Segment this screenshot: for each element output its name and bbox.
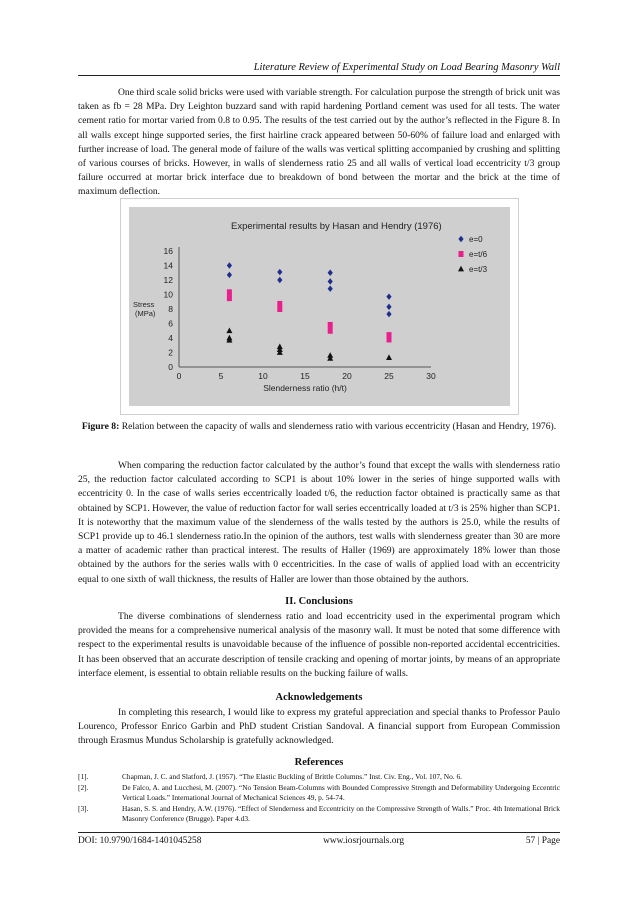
y-axis-label: Stress (MPa) [133,300,156,318]
reference-number: [1]. [78,772,89,781]
paragraph-comparison [78,459,560,587]
paragraph-intro [78,86,560,200]
reference-item [78,804,560,825]
data-point-square [227,289,232,295]
reference-list [78,772,560,825]
figure-caption [78,420,560,433]
y-tick-label: 10 [163,289,173,300]
section-title-references: References [294,757,344,768]
reference-number: [3]. [78,803,89,813]
reference-text: Hasan, S. S. and Hendry, A.W. (1976). “Effect of Slenderness and Eccentricity on the Compressive Strength of Walls.” Proc. 4th International Brick Masonry Conference (Brugge). Paper 4.d3. [122,803,560,824]
x-tick-label: 25 [384,371,394,381]
x-tick-label: 30 [426,371,436,381]
y-tick-label: 2 [168,347,173,358]
paragraph-acknowledgements [78,706,560,749]
x-tick-label: 0 [176,371,182,381]
y-tick-label: 8 [168,304,173,314]
scatter-chart [121,199,518,414]
figure-8-chart [120,198,519,415]
x-tick-label: 5 [218,371,224,381]
section-title-conclusions: II. Conclusions [285,596,353,607]
y-tick-label: 0 [168,362,173,372]
paragraph-acknowledgements-text: In completing this research, I would like to express my grateful appreciation and special thanks to Professor Paulo Lourenco, Professor Enrico Garbin and PhD student Cristian Sandoval. A financial support from European Commission through Erasmus Mundus Scholarship is gratefully acknowledged. [78,707,560,747]
paragraph-conclusions [78,610,560,681]
y-tick-label: 14 [163,260,173,271]
data-point-square [387,336,392,342]
y-tick-label: 4 [168,333,173,343]
y-tick-label: 6 [168,318,173,329]
reference-text: De Falco, A. and Lucchesi, M. (2007). “No Tension Beam-Columns with Bounded Compressive Strength and Deformability Undergoing Eccentric Vertical Loads.” International Journal of Mechanical Sciences 49, p. 54-74. [122,782,560,803]
footer-page-number: 57 | Page [525,836,560,846]
paragraph-intro-text: One third scale solid bricks were used with variable strength. For calculation purpose the strength of brick unit was taken as fb = 28 MPa. Dry Leighton buzzard sand with rapid hardening Portland cement was used for all tests. The water cement ratio for mortar varied from 0.8 to 0.95. The results of the test carried out by the author’s reflected in the Figure 8. In all walls except hinge supported series, the first hairline crack appeared between 50-60% of failure load and enlarged with further increase of load. The general mode of failure of the walls was vertical splitting accompanied by crushing and splitting of various courses of bricks. However, in walls of slenderness ratio 25 and all walls of vertical load eccentricity t/3 group failure occurred at mortar brick interface due to breakdown of bond between the mortar and the brick at the time of maximum deflection. [78,87,560,198]
reference-text: Chapman, J. C. and Slatford, J. (1957). “The Elastic Buckling of Brittle Columns.” Inst. Civ. Eng., Vol. 107, No. 6. [122,772,463,781]
y-tick-label: 16 [163,246,173,256]
chart-title: Experimental results by Hasan and Hendry (1976) [231,221,442,232]
legend-label: e=0 [469,235,483,244]
data-point-square [277,306,282,312]
reference-item [78,772,560,783]
legend-marker-square [459,251,464,257]
data-point-square [328,322,333,328]
reference-number: [2]. [78,782,89,792]
paragraph-conclusions-text: The diverse combinations of slenderness ratio and load eccentricity used in the experimental program which provided the means for a comprehensive numerical analysis of the masonry wall. It must be noted that some difference with respect to the experimental results is unavoidable because of the influence of possible non-reported accidental eccentricities. It has been observed that an accurate description of tensile cracking and opening of mortar joints, by means of an appropriate interface element, is essential to obtain reliable results on the bucking failure of walls. [78,611,560,679]
section-title-acknowledgements: Acknowledgements [275,692,363,703]
page-footer [78,832,560,846]
legend-label: e=t/3 [469,265,488,274]
running-header: Literature Review of Experimental Study on Load Bearing Masonry Wall [78,62,560,76]
x-axis-label: Slenderness ratio (h/t) [263,383,347,393]
reference-item [78,783,560,804]
y-tick-label: 12 [163,275,173,285]
x-tick-label: 15 [300,371,310,381]
paragraph-comparison-text: When comparing the reduction factor calculated by the author’s found that except the walls with slenderness ratio 25, the reduction factor calculated according to SCP1 is about 10% lower in the series of hinge supported walls with eccentricity 0. In the case of walls series eccentrically loaded t/6, the reduction factor obtained is practically same as that obtained by SCP1. However, the value of reduction factor for wall series eccentrically loaded at t/3 is 25% higher than SCP1. It is noteworthy that the maximum value of the slenderness of the walls tested by the authors is 25.0, while the results of SCP1 provide up to 46.1 slenderness ratio.In the opinion of the authors, test walls with slenderness greater than 30 are more a matter of academic rather than practical interest. The results of Haller (1969) are approximately 18% lower than those obtained by the authors for the series walls with 0 eccentricities. In the case of walls of applied load with an eccentricity equal to one sixth of wall thickness, the results of Haller are lower than those obtained by the authors. [78,460,560,585]
x-tick-label: 10 [258,371,268,381]
data-point-square [227,295,232,301]
footer-doi: DOI: 10.9790/1684-1401045258 [78,836,202,846]
chart-background [129,207,510,406]
data-point-square [328,328,333,334]
figure-label: Figure 8: [81,421,120,432]
legend-label: e=t/6 [469,250,488,259]
x-tick-label: 20 [342,371,352,381]
footer-website: www.iosrjournals.org [323,836,405,846]
figure-caption-text: Relation between the capacity of walls and slenderness ratio with various eccentricity (Hasan and Hendry, 1976). [121,421,557,432]
